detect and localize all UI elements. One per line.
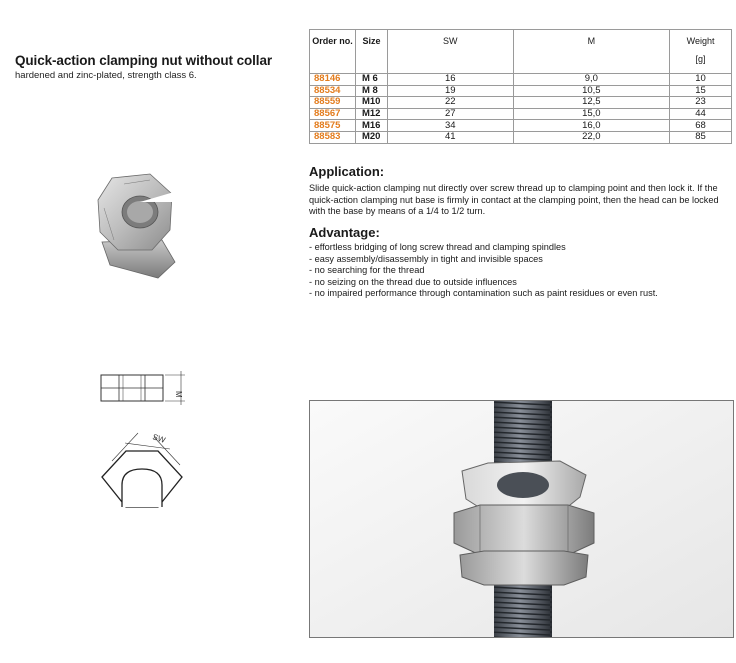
sw-cell: 41	[387, 131, 513, 143]
table-row	[310, 85, 732, 97]
order-number[interactable]: 88567	[310, 108, 356, 120]
table-row	[310, 108, 732, 120]
order-number[interactable]: 88575	[310, 120, 356, 132]
weight-cell: 15	[670, 85, 732, 97]
sw-cell: 34	[387, 120, 513, 132]
m-cell: 15,0	[513, 108, 670, 120]
order-number[interactable]: 88146	[310, 74, 356, 86]
order-number[interactable]: 88559	[310, 97, 356, 109]
weight-cell: 23	[670, 97, 732, 109]
advantage-heading: Advantage:	[309, 225, 380, 240]
weight-cell: 10	[670, 74, 732, 86]
nut-top-view-drawing-icon	[92, 425, 197, 525]
list-item: - no impaired performance through contamination such as paint residues or even rust.	[309, 288, 658, 298]
table-row	[310, 74, 732, 86]
table-row	[310, 120, 732, 132]
m-cell: 10,5	[513, 85, 670, 97]
header-order: Order no.	[310, 30, 356, 74]
sw-cell: 27	[387, 108, 513, 120]
order-number[interactable]: 88583	[310, 131, 356, 143]
application-text: Slide quick-action clamping nut directly over screw thread up to clamping point and then lock it. If the quick-action clamping nut base is firmly in contact at the clamping point, then the head can be locked with the base by means of a 1/4 to 1/2 turn.	[309, 183, 719, 216]
sw-cell: 16	[387, 74, 513, 86]
product-subtitle: hardened and zinc-plated, strength class 6.	[15, 70, 197, 81]
size-cell: M12	[355, 108, 387, 120]
size-cell: M 6	[355, 74, 387, 86]
sw-cell: 19	[387, 85, 513, 97]
nut-on-threaded-rod-photo-icon	[310, 401, 734, 638]
list-item: - no seizing on the thread due to outside influences	[309, 276, 517, 287]
product-title: Quick-action clamping nut without collar	[15, 53, 273, 68]
m-cell: 9,0	[513, 74, 670, 86]
m-cell: 22,0	[513, 131, 670, 143]
list-item: - effortless bridging of long screw thread and clamping spindles	[309, 242, 566, 252]
header-weight	[670, 30, 732, 74]
sw-cell: 22	[387, 97, 513, 109]
size-cell: M10	[355, 97, 387, 109]
list-item: - no searching for the thread	[309, 265, 425, 275]
nut-side-view-drawing-icon	[95, 365, 195, 413]
header-weight-unit: [g]	[695, 54, 706, 64]
list-item: - easy assembly/disassembly in tight and invisible spaces	[309, 253, 543, 264]
header-m: M	[513, 30, 670, 74]
m-cell: 16,0	[513, 120, 670, 132]
weight-cell: 68	[670, 120, 732, 132]
table-row	[310, 97, 732, 109]
size-cell: M16	[355, 120, 387, 132]
header-size: Size	[355, 30, 387, 74]
spec-table	[309, 29, 732, 144]
size-cell: M 8	[355, 85, 387, 97]
m-cell: 12,5	[513, 97, 670, 109]
table-row	[310, 131, 732, 143]
application-photo	[309, 400, 734, 638]
dim-sw-label: SW	[151, 432, 167, 445]
advantage-list	[309, 242, 658, 300]
weight-cell: 85	[670, 131, 732, 143]
application-heading: Application:	[309, 164, 385, 179]
size-cell: M20	[355, 131, 387, 143]
weight-cell: 44	[670, 108, 732, 120]
header-sw: SW	[387, 30, 513, 74]
clamping-nut-photo-icon	[90, 170, 190, 285]
order-number[interactable]: 88534	[310, 85, 356, 97]
dim-m-label: M	[174, 391, 183, 398]
header-weight-label: Weight	[686, 36, 715, 46]
